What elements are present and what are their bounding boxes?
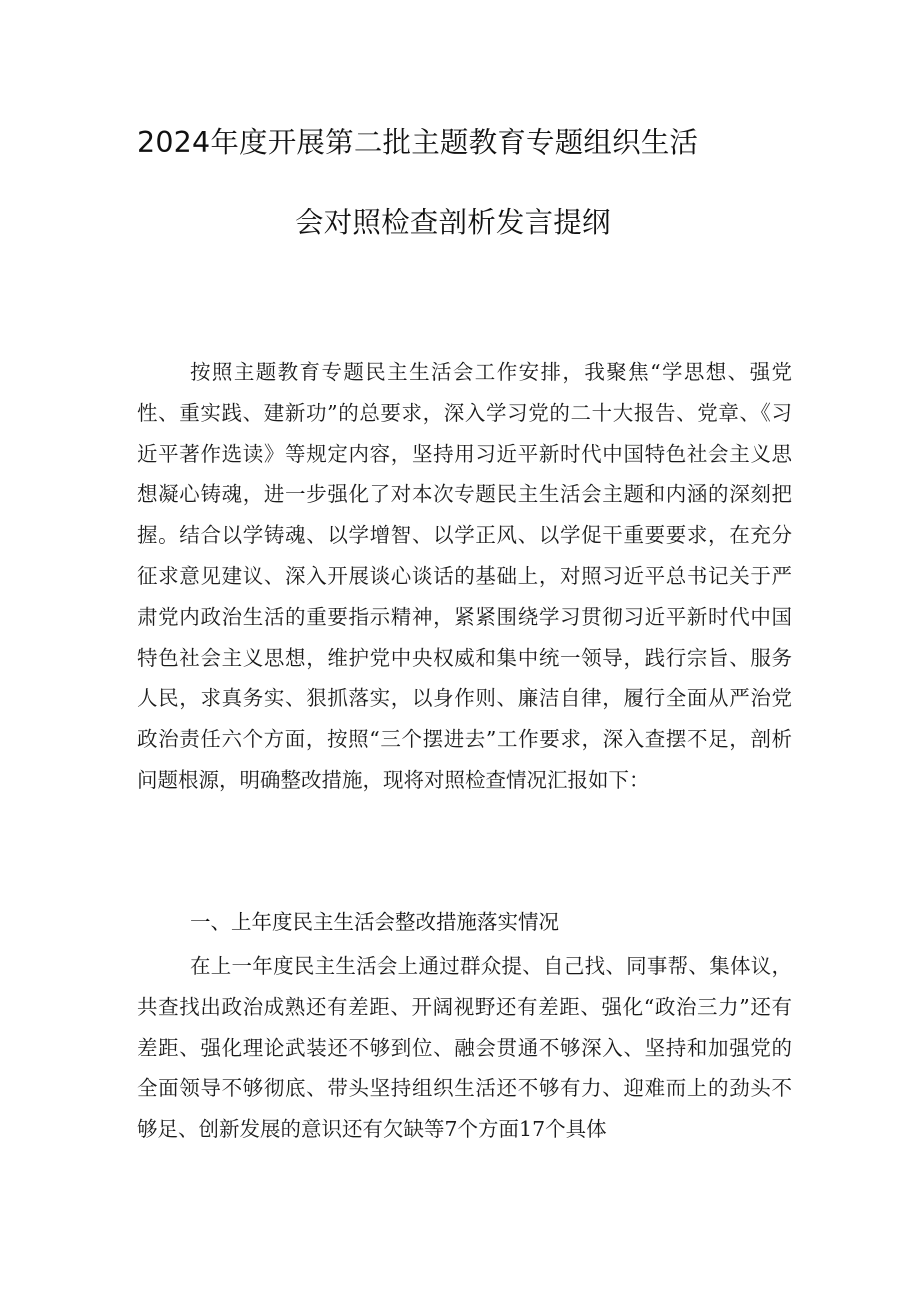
document-title-line-2: 会对照检查剖析发言提纲 xyxy=(295,206,611,239)
intro-paragraph: 按照主题教育专题民主生活会工作安排，我聚焦“学思想、强党性、重实践、建新功”的总要求，深入学习党的二十大报告、党章、《习近平著作选读》等规定内容，坚持用习近平新时代中国特色社会主义思想凝心铸魂，进一步强化了对本次专题民主生活会主题和内涵的深刻把握。结合以学铸魂、以学增智、以学正风、以学促干重要要求，在充分征求意见建议、深入开展谈心谈话的基础上，对照习近平总书记关于严肃党内政治生活的重要指示精神，紧紧围绕学习贯彻习近平新时代中国特色社会主义思想，维护党中央权威和集中统一领导，践行宗旨、服务人民，求真务实、狠抓落实，以身作则、廉洁自律，履行全面从严治党政治责任六个方面，按照“三个摆进去”工作要求，深入查摆不足，剖析问题根源，明确整改措施，现将对照检查情况汇报如下： xyxy=(137,360,792,792)
section-heading: 一、上年度民主生活会整改措施落实情况 xyxy=(190,910,559,934)
document-title-line-1: 2024年度开展第二批主题教育专题组织生活 xyxy=(137,126,699,159)
section-paragraph: 在上一年度民主生活会上通过群众提、自己找、同事帮、集体议，共查找出政治成熟还有差距、开阔视野还有差距、强化“政治三力”还有差距、强化理论武装还不够到位、融会贯通不够深入、坚持和加强党的全面领导不够彻底、带头坚持组织生活还不够有力、迎难而上的劲头不够足、创新发展的意识还有欠缺等7个方面17个具体 xyxy=(137,954,792,1142)
